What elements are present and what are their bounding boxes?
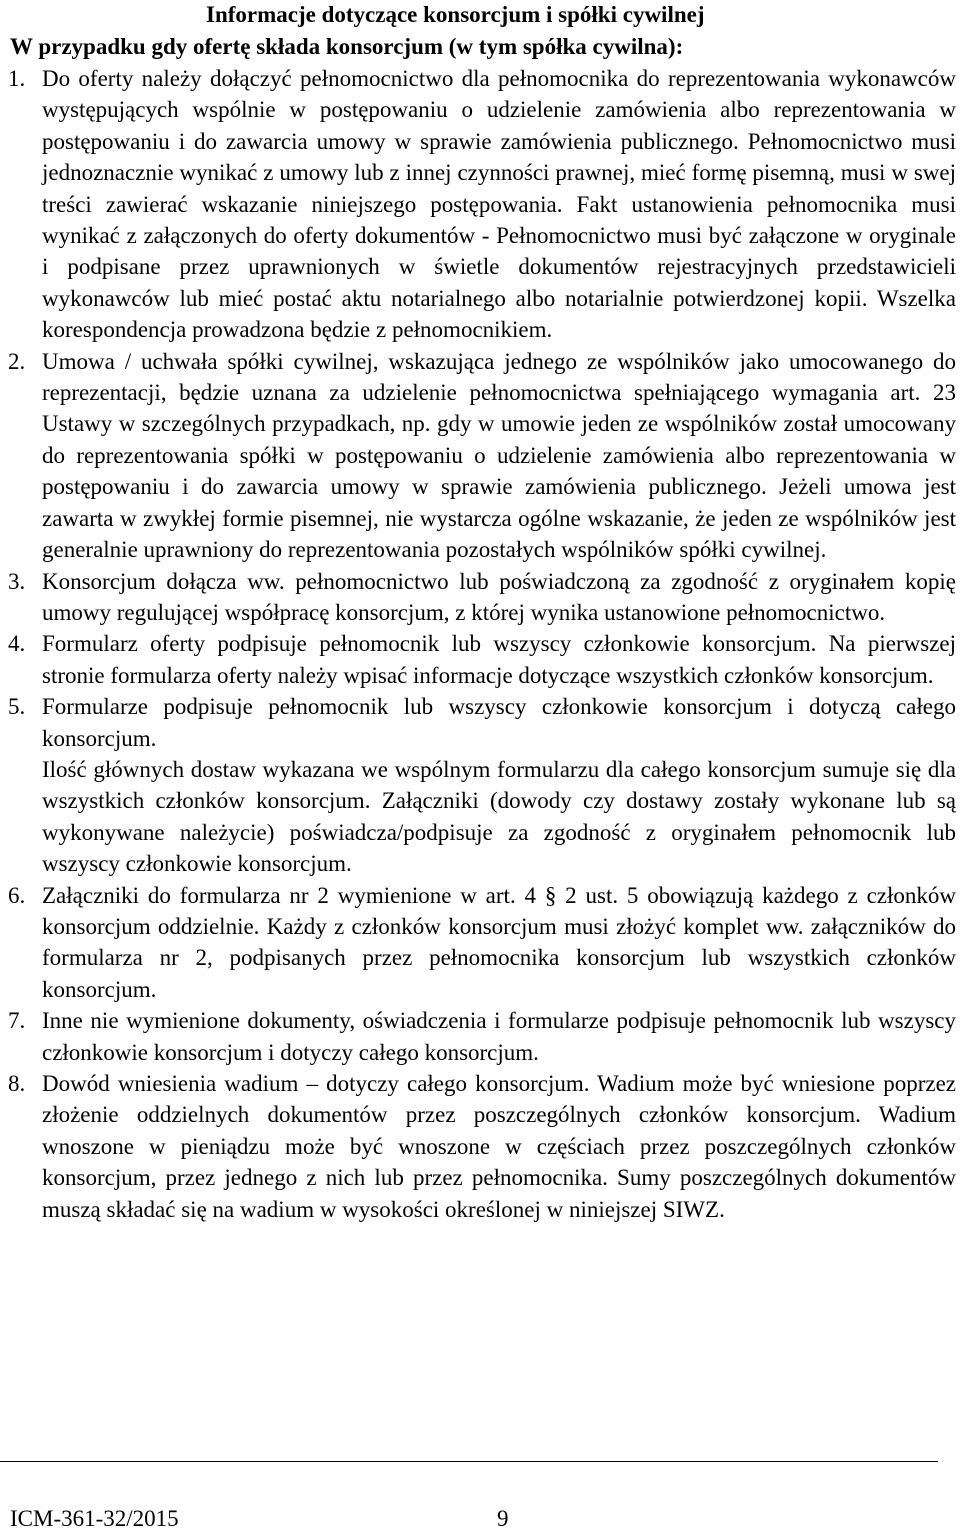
section-subtitle: W przypadku gdy ofertę składa konsorcjum (w tym spółka cywilna): xyxy=(10,34,684,59)
list-item xyxy=(0,691,956,879)
list-item-text: Formularz oferty podpisuje pełnomocnik lub wszyscy członkowie konsorcjum. Na pierwszej stronie formularza oferty należy wpisać informacje dotyczące wszystkich członków konsorcjum. xyxy=(42,631,956,688)
list-item-number: 5. xyxy=(8,694,26,720)
list-item-number: 6. xyxy=(8,882,26,908)
list-item-number: 3. xyxy=(8,568,26,594)
list-item-number: 2. xyxy=(8,348,26,374)
list-item xyxy=(0,63,956,346)
list-item-number: 1. xyxy=(8,66,26,91)
page-number: 9 xyxy=(497,1506,509,1531)
list-item-text: Konsorcjum dołącza ww. pełnomocnictwo lub poświadczoną za zgodność z oryginałem kopię umowy regulującej współpracę konsorcjum, z której wynika ustanowione pełnomocnictwo. xyxy=(42,568,956,625)
list-item xyxy=(0,1068,956,1225)
list-item-continuation: Ilość głównych dostaw wykazana we wspólnym formularzu dla całego konsorcjum sumuje się dla wszystkich członków konsorcjum. Załączniki (dowody czy dostawy zostały wykonane lub są wykonywane należycie) poświadcza/podpisuje za zgodność z oryginałem pełnomocnik lub wszyscy członkowie konsorcjum. xyxy=(42,756,956,877)
footer-divider xyxy=(0,1461,938,1462)
list-item-number: 8. xyxy=(8,1071,26,1096)
list-item-number: 7. xyxy=(8,1008,26,1034)
page-title: Informacje dotyczące konsorcjum i spółki cywilnej xyxy=(206,2,705,27)
list-item xyxy=(0,346,956,566)
list-item-text: Do oferty należy dołączyć pełnomocnictwo dla pełnomocnika do reprezentowania wykonawców występujących wspólnie w postępowaniu o udzielenie zamówienia albo reprezentowania w postępowaniu i do zawarcia umowy w sprawie zamówienia publicznego. Pełnomocnictwo musi jednoznacznie wynikać z umowy lub z innej czynności prawnej, mieć formę pisemną, musi w swej treści zawierać wskazanie niniejszego postępowania. Fakt ustanowienia pełnomocnika musi wynikać z załączonych do oferty dokumentów - Pełnomocnictwo musi być załączone w oryginale i podpisane przez uprawnionych w świetle dokumentów rejestracyjnych przedstawicieli wykonawców lub mieć postać aktu notarialnego albo notarialnie potwierdzonej kopii. Wszelka korespondencja prowadzona będzie z pełnomocnikiem. xyxy=(42,66,956,343)
list-item xyxy=(0,880,956,1006)
list-item-text: Umowa / uchwała spółki cywilnej, wskazująca jednego ze wspólników jako umocowanego do reprezentacji, będzie uznana za udzielenie pełnomocnictwa spełniającego wymagania art. 23 Ustawy w szczególnych przypadkach, np. gdy w umowie jeden ze wspólników został umocowany do reprezentowania spółki w postępowaniu o udzielenie zamówienia albo reprezentowania w postępowaniu i do zawarcia umowy w sprawie zamówienia publicznego. Jeżeli umowa jest zawarta w zwykłej formie pisemnej, nie wystarcza ogólne wskazanie, że jeden ze wspólników jest generalnie uprawniony do reprezentowania pozostałych wspólników spółki cywilnej. xyxy=(42,348,956,563)
footer-document-id: ICM-361-32/2015 xyxy=(10,1506,179,1531)
list-item-text: Inne nie wymienione dokumenty, oświadczenia i formularze podpisuje pełnomocnik lub wszyscy członkowie konsorcjum i dotyczy całego konsorcjum. xyxy=(42,1008,956,1065)
requirements-list xyxy=(0,63,956,1225)
list-item-text: Formularze podpisuje pełnomocnik lub wszyscy członkowie konsorcjum i dotyczą całego konsorcjum. xyxy=(42,694,956,751)
list-item xyxy=(0,1005,956,1068)
list-item-text: Załączniki do formularza nr 2 wymienione w art. 4 § 2 ust. 5 obowiązują każdego z członków konsorcjum oddzielnie. Każdy z członków konsorcjum musi złożyć komplet ww. załączników do formularza nr 2, podpisanych przez pełnomocnika konsorcjum lub wszystkich członków konsorcjum. xyxy=(42,882,956,1002)
list-item-number: 4. xyxy=(8,631,26,657)
list-item-text: Dowód wniesienia wadium – dotyczy całego konsorcjum. Wadium może być wniesione poprzez złożenie oddzielnych dokumentów przez poszczególnych członków konsorcjum. Wadium wnoszone w pieniądzu może być wnoszone w częściach przez poszczególnych członków konsorcjum, przez jednego z nich lub przez pełnomocnika. Sumy poszczególnych dokumentów muszą składać się na wadium w wysokości określonej w niniejszej SIWZ. xyxy=(42,1071,956,1222)
list-item xyxy=(0,628,956,691)
list-item xyxy=(0,566,956,629)
